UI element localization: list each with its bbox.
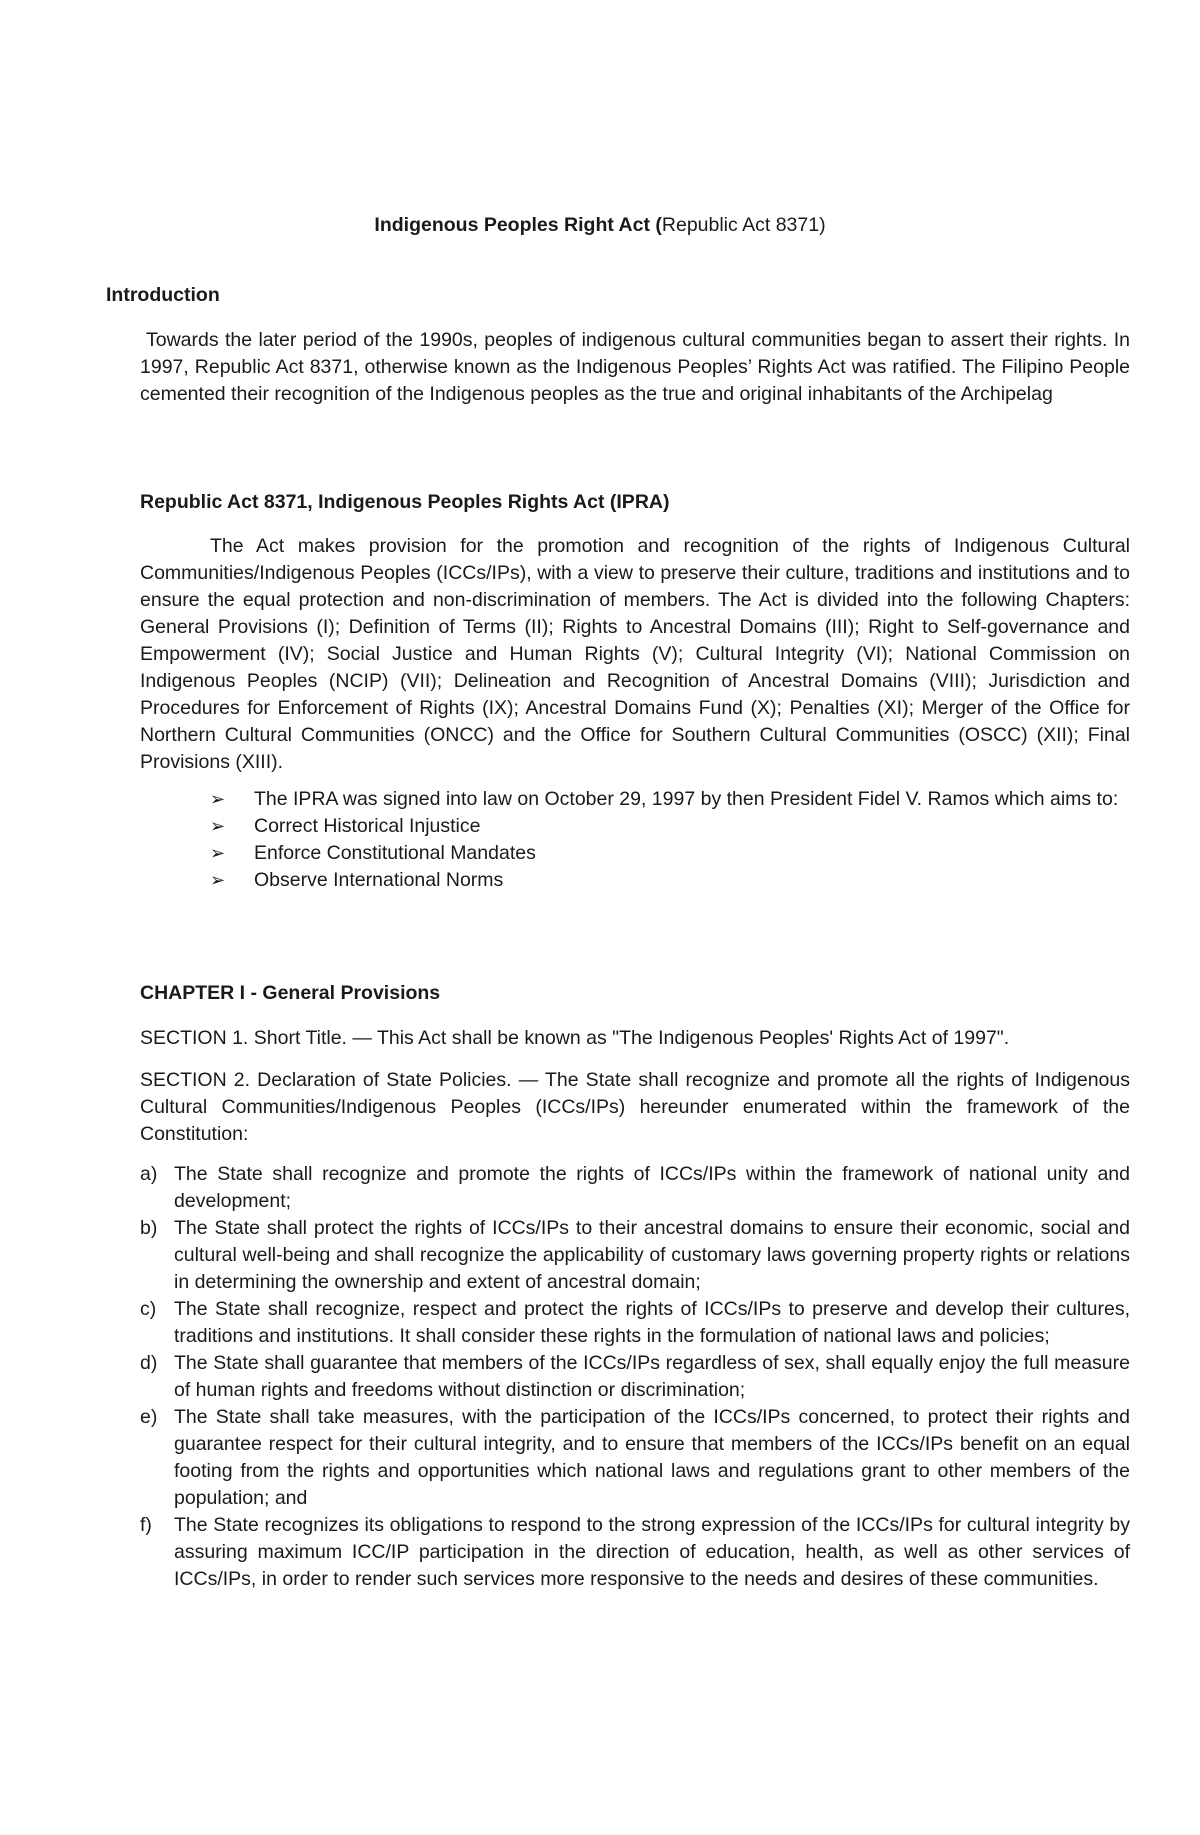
introduction-paragraph: Towards the later period of the 1990s, peoples of indigenous cultural communities began to assert their rights. In 1997, Republic Act 8371, otherwise known as the Indigenous Peoples’ Rights Act was ratified. The Filipino People cemented their recognition of the Indigenous peoples as the true and original inhabitants of the Archipelag: [140, 329, 1130, 405]
item-label: e): [140, 1406, 158, 1428]
bullet-text: Correct Historical Injustice: [254, 815, 481, 837]
list-item: [210, 786, 1130, 813]
item-text: The State shall protect the rights of ICCs/IPs to their ancestral domains to ensure their economic, social and cultural well-being and shall recognize the applicability of customary laws governing property rights or relations in determining the ownership and extent of ancestral domain;: [174, 1217, 1130, 1293]
section-2-text: SECTION 2. Declaration of State Policies. — The State shall recognize and promote all the rights of Indigenous Cultural Communities/Indigenous Peoples (ICCs/IPs) hereunder enumerated within the framework of the Constitution:: [140, 1069, 1130, 1145]
list-item: [210, 867, 1130, 894]
list-item: [140, 1161, 1130, 1215]
item-text: The State shall recognize and promote the rights of ICCs/IPs within the framework of national unity and development;: [174, 1163, 1130, 1212]
item-text: The State shall recognize, respect and protect the rights of ICCs/IPs to preserve and develop their cultures, traditions and institutions. It shall consider these rights in the formulation of national laws and policies;: [174, 1298, 1130, 1347]
arrow-bullet-icon: ➢: [210, 789, 226, 809]
arrow-bullet-icon: ➢: [210, 870, 226, 890]
list-item: [140, 1350, 1130, 1404]
item-text: The State shall guarantee that members of the ICCs/IPs regardless of sex, shall equally enjoy the full measure of human rights and freedoms without distinction or discrimination;: [174, 1352, 1130, 1401]
title-bold: Indigenous Peoples Right Act (: [374, 214, 662, 236]
list-item: [210, 840, 1130, 867]
ipra-heading: Republic Act 8371, Indigenous Peoples Rights Act (IPRA): [140, 491, 670, 513]
list-item: [140, 1512, 1130, 1593]
section-1-text: SECTION 1. Short Title. — This Act shall be known as "The Indigenous Peoples' Rights Act of 1997".: [140, 1027, 1010, 1049]
bullet-text: The IPRA was signed into law on October 29, 1997 by then President Fidel V. Ramos which aims to:: [254, 788, 1119, 810]
bullet-text: Enforce Constitutional Mandates: [254, 842, 536, 864]
document-title: [0, 212, 1200, 239]
list-item: [140, 1296, 1130, 1350]
item-text: The State recognizes its obligations to respond to the strong expression of the ICCs/IPs for cultural integrity by assuring maximum ICC/IP participation in the direction of education, health, as well as other services of ICCs/IPs, in order to render such services more responsive to the needs and desires of these communities.: [174, 1514, 1130, 1590]
ipra-aims-list: [210, 786, 1130, 894]
bullet-text: Observe International Norms: [254, 869, 504, 891]
item-label: d): [140, 1352, 158, 1374]
list-item: [140, 1404, 1130, 1512]
item-text: The State shall take measures, with the participation of the ICCs/IPs concerned, to protect their rights and guarantee respect for their cultural integrity, and to ensure that members of the ICCs/IPs benefit on an equal footing from the rights and opportunities which national laws and regulations grant to other members of the population; and: [174, 1406, 1130, 1509]
title-normal: Republic Act 8371): [661, 214, 826, 236]
ipra-body: [140, 533, 1130, 776]
item-label: a): [140, 1163, 158, 1185]
list-item: [210, 813, 1130, 840]
item-label: f): [140, 1514, 152, 1536]
state-policies-list: [140, 1161, 1130, 1593]
item-label: b): [140, 1217, 158, 1239]
introduction-body: [140, 327, 1130, 408]
list-item: [140, 1215, 1130, 1296]
arrow-bullet-icon: ➢: [210, 816, 226, 836]
arrow-bullet-icon: ➢: [210, 843, 226, 863]
introduction-heading: Introduction: [106, 284, 220, 306]
chapter-heading: CHAPTER I - General Provisions: [140, 982, 441, 1004]
item-label: c): [140, 1298, 157, 1320]
ipra-paragraph: The Act makes provision for the promotion and recognition of the rights of Indigenous Cultural Communities/Indigenous Peoples (ICCs/IPs), with a view to preserve their culture, traditions and institutions and to ensure the equal protection and non-discrimination of members. The Act is divided into the following Chapters: General Provisions (I); Definition of Terms (II); Rights to Ancestral Domains (III); Right to Self-governance and Empowerment (IV); Social Justice and Human Rights (V); Cultural Integrity (VI); National Commission on Indigenous Peoples (NCIP) (VII); Delineation and Recognition of Ancestral Domains (VIII); Jurisdiction and Procedures for Enforcement of Rights (IX); Ancestral Domains Fund (X); Penalties (XI); Merger of the Office for Northern Cultural Communities (ONCC) and the Office for Southern Cultural Communities (OSCC) (XII); Final Provisions (XIII).: [140, 535, 1130, 773]
